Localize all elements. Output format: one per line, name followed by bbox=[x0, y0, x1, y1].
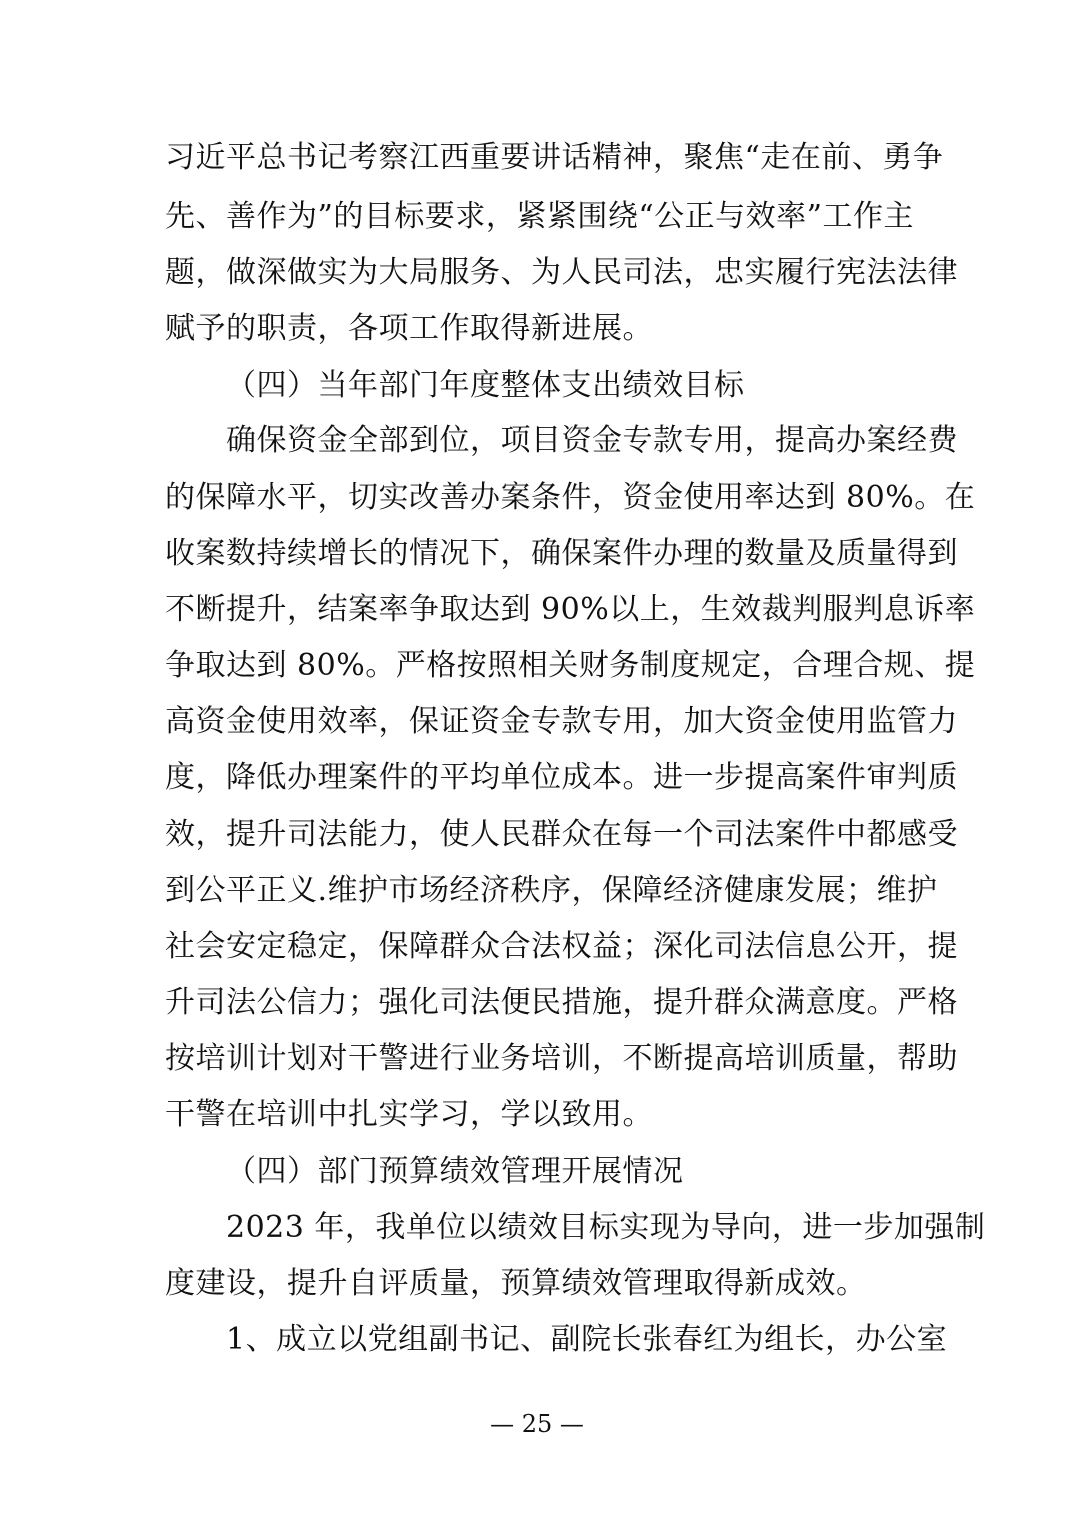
paragraph-2-line-2: 的保障水平，切实改善办案条件，资金使用率达到 80%。在 bbox=[165, 480, 976, 515]
paragraph-3-line-2: 度建设，提升自评质量，预算绩效管理取得新成效。 bbox=[165, 1266, 867, 1301]
paragraph-2-line-13: 干警在培训中扎实学习，学以致用。 bbox=[165, 1097, 653, 1132]
paragraph-2-line-4: 不断提升，结案率争取达到 90%以上，生效裁判服判息诉率 bbox=[165, 592, 976, 627]
paragraph-3-line-1: 2023 年，我单位以绩效目标实现为导向，进一步加强制 bbox=[226, 1210, 986, 1245]
paragraph-2-line-1: 确保资金全部到位，项目资金专款专用，提高办案经费 bbox=[226, 423, 958, 458]
paragraph-2-line-6: 高资金使用效率，保证资金专款专用，加大资金使用监管力 bbox=[165, 704, 958, 739]
paragraph-2-line-5: 争取达到 80%。严格按照相关财务制度规定，合理合规、提 bbox=[165, 648, 976, 683]
paragraph-4-line-1: 1、成立以党组副书记、副院长张春红为组长，办公室 bbox=[226, 1322, 948, 1357]
paragraph-2-line-8: 效，提升司法能力，使人民群众在每一个司法案件中都感受 bbox=[165, 817, 958, 852]
paragraph-2-line-10: 社会安定稳定，保障群众合法权益；深化司法信息公开，提 bbox=[165, 929, 958, 964]
paragraph-2-line-11: 升司法公信力；强化司法便民措施，提升群众满意度。严格 bbox=[165, 985, 958, 1020]
paragraph-2-line-3: 收案数持续增长的情况下，确保案件办理的数量及质量得到 bbox=[165, 536, 958, 571]
paragraph-2-line-12: 按培训计划对干警进行业务培训，不断提高培训质量，帮助 bbox=[165, 1041, 958, 1076]
paragraph-1-line-2: 先、善作为”的目标要求，紧紧围绕“公正与效率”工作主 bbox=[165, 199, 915, 234]
paragraph-2-line-7: 度，降低办理案件的平均单位成本。进一步提高案件审判质 bbox=[165, 760, 958, 795]
paragraph-1-line-1: 习近平总书记考察江西重要讲话精神，聚焦“走在前、勇争 bbox=[165, 140, 944, 175]
section-heading-budget-goals: （四）当年部门年度整体支出绩效目标 bbox=[226, 368, 745, 403]
paragraph-1-line-4: 赋予的职责，各项工作取得新进展。 bbox=[165, 311, 653, 346]
page-number: — 25 — bbox=[490, 1410, 584, 1438]
section-heading-performance-management: （四）部门预算绩效管理开展情况 bbox=[226, 1154, 684, 1189]
paragraph-1-line-3: 题，做深做实为大局服务、为人民司法，忠实履行宪法法律 bbox=[165, 255, 958, 290]
paragraph-2-line-9: 到公平正义.维护市场经济秩序，保障经济健康发展；维护 bbox=[165, 873, 938, 908]
